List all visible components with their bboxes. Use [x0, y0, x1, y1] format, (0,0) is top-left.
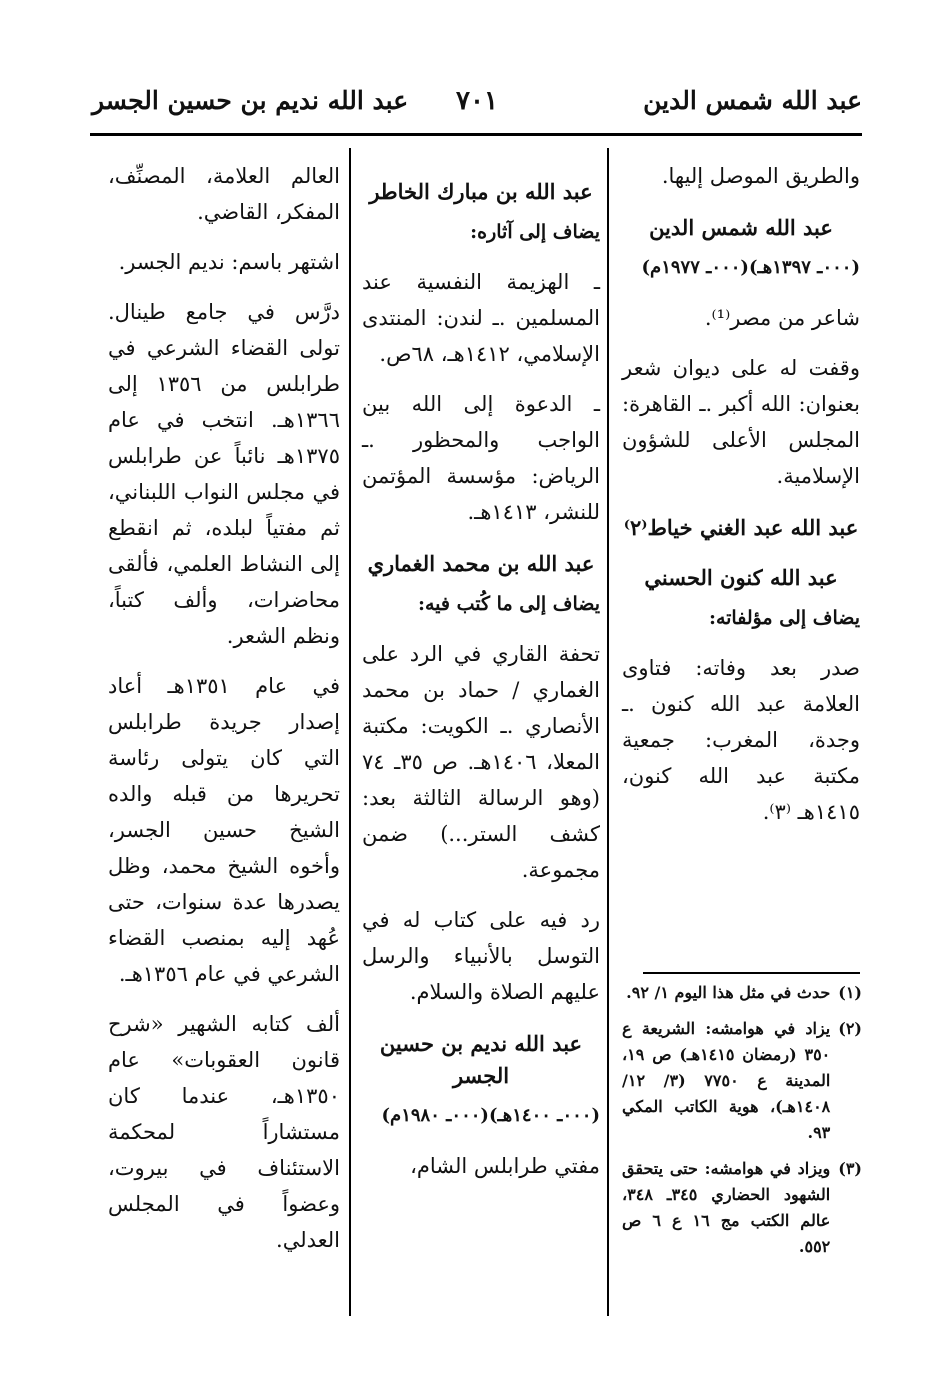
footnote: [622, 1016, 862, 1146]
paragraph: ـ الهزيمة النفسية عند المسلمين .ـ لندن: المنتدى الإسلامي، ١٤١٢هـ، ٦٨ص.: [362, 270, 600, 366]
entry-title: عبد الله عبد الغني خياط⁽٢⁾: [623, 515, 859, 540]
column-divider-left: [349, 148, 351, 1316]
footnote-number: (١): [838, 983, 862, 1002]
entry-title: عبد الله بن مبارك الخاطر: [369, 179, 593, 204]
paragraph: في عام ١٣٥١هـ أعاد إصدار جريدة طرابلس التي كان يتولى رئاسة تحريرها من قبله والده الشيخ حسين الجسر، وأخوه الشيخ محمد، وظل يصدرها عدة سنوات، حتى عُهد إليه بمنصب القضاء الشرعي في عام ١٣٥٦هـ.: [108, 674, 340, 986]
entry-dates: (٠٠٠ـ ١٣٩٧هـ)(٠٠٠ـ ١٩٧٧م): [641, 257, 860, 278]
entry-subheading: يضاف إلى ما كُتب فيه:: [417, 593, 600, 615]
paragraph: مفتي طرابلس الشام،: [410, 1154, 600, 1178]
column-middle: [362, 158, 600, 1198]
footnote-text: حدث في مثل هذا اليوم ١/ ٩٢.: [626, 983, 831, 1002]
column-divider-right: [607, 148, 609, 1316]
column-right: [622, 158, 860, 844]
paragraph: والطريق الموصل إليها.: [661, 164, 860, 188]
footnotes: [622, 980, 862, 1270]
paragraph: شاعر من مصر⁽¹⁾.: [704, 306, 860, 330]
paragraph: ألف كتابه الشهير «شرح قانون العقوبات» عام ١٣٥٠هـ، عندما كان مستشاراً لمحكمة الاستئناف في بيروت، وعضواً في المجلس العدلي.: [108, 1012, 340, 1252]
header-rule: [90, 133, 862, 136]
entry-subheading: يضاف إلى آثاره:: [470, 221, 600, 243]
entry-title: عبد الله شمس الدين: [649, 215, 833, 240]
footnote-number: (٢): [838, 1019, 862, 1038]
entry-title: عبد الله نديم بن حسين الجسر: [379, 1031, 583, 1088]
header-entry-right: عبد الله شمس الدين: [643, 86, 862, 115]
entry-subheading: يضاف إلى مؤلفاته:: [708, 607, 860, 629]
footnote-text: ويزاد في هوامشه: حتى يتحقق الشهود الحضاري ٣٤٥ـ ٣٤٨، عالم الكتب مج ١٦ ع ٦ ص ٥٥٢.: [622, 1159, 831, 1256]
footnote: [622, 980, 862, 1006]
paragraph: درَّس في جامع طينال. تولى القضاء الشرعي في طرابلس من ١٣٥٦ إلى ١٣٦٦هـ. انتخب في عام ١٣٧٥هـ نائباً عن طرابلس في مجلس النواب اللبناني، ثم مفتياً لبلده، ثم انقطع إلى النشاط العلمي، فألقى محاضرات، وألف كتباً، ونظم الشعر.: [108, 300, 340, 648]
footnote: [622, 1156, 862, 1260]
paragraph: اشتهر باسم: نديم الجسر.: [118, 250, 340, 274]
paragraph: العالم العلامة، المصنِّف، المفكر، القاضي.: [108, 164, 340, 224]
paragraph: ـ الدعوة إلى الله بين الواجب والمحظور .ـ الرياض: مؤسسة المؤتمن للنشر، ١٤١٣هـ.: [362, 392, 600, 524]
page-number: ٧٠١: [456, 86, 498, 116]
entry-title: عبد الله بن محمد الغماري: [367, 551, 595, 576]
entry-title: عبد الله كنون الحسني: [644, 565, 838, 590]
running-header: [92, 86, 862, 126]
column-left: [108, 158, 340, 1272]
paragraph: صدر بعد وفاته: فتاوى العلامة عبد الله كنون .ـ وجدة، المغرب: جمعية مكتبة عبد الله كنون، ١٤١٥هـ ⁽٣⁾.: [622, 656, 860, 824]
header-entry-left: عبد الله نديم بن حسين الجسر: [92, 86, 409, 115]
paragraph: تحفة القاري في الرد على الغماري / حماد بن محمد الأنصاري .ـ الكويت: مكتبة المعلا، ١٤٠٦هـ. ص ٣٥ـ ٧٤ (وهو الرسالة الثالثة بعد: كشف الستر...) ضمن مجموعة.: [362, 642, 600, 882]
paragraph: رد فيه على كتاب له في التوسل بالأنبياء والرسل عليهم الصلاة والسلام.: [362, 908, 600, 1004]
footnote-number: (٣): [838, 1159, 862, 1178]
entry-dates: (٠٠٠ـ ١٤٠٠هـ)(٠٠٠ـ ١٩٨٠م): [381, 1105, 600, 1126]
footnote-text: يزاد في هوامشه: الشريعة ع ٣٥٠ (رمضان ١٤١٥هـ) ص ١٩، المدينة ع ٧٧٥٠ (٣/ ١٢/ ١٤٠٨هـ)، هوية الكاتب المكي ٩٣.: [622, 1019, 831, 1142]
paragraph: وقفت له على ديوان شعر بعنوان: الله أكبر .ـ القاهرة: المجلس الأعلى للشؤون الإسلامية.: [622, 356, 860, 488]
footnote-rule: [643, 972, 860, 974]
